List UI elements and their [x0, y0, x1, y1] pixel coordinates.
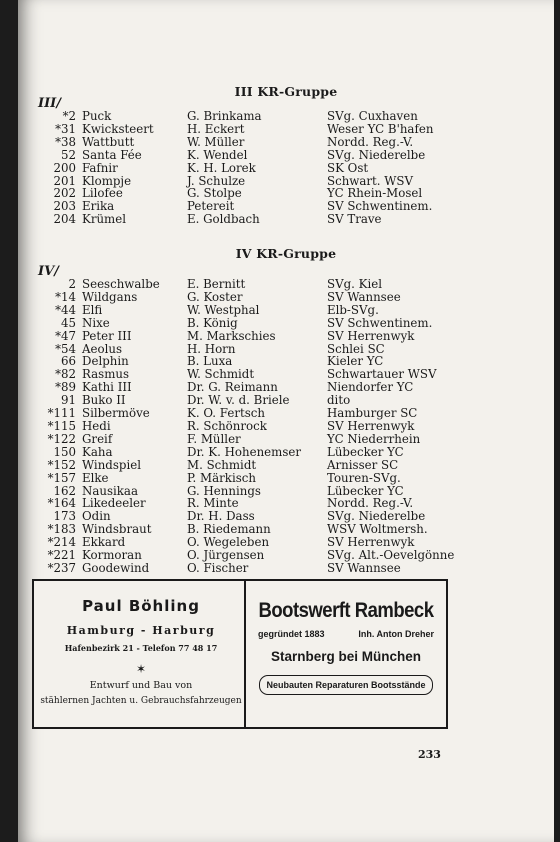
owner-name: G. Brinkama [187, 109, 262, 123]
owner-name: E. Bernitt [187, 277, 246, 291]
club-name: Lübecker YC [327, 483, 404, 498]
boat-name: Likedeeler [82, 496, 146, 511]
boat-name: Elke [82, 470, 109, 485]
boat-number: 91 [60, 393, 76, 408]
boat-name: Delphin [82, 354, 129, 369]
owner-name: Dr. G. Reimann [187, 380, 278, 395]
boat-number: *221 [47, 548, 76, 563]
owner-name: G. Koster [187, 289, 243, 304]
boat-name: Santa Fée [82, 147, 142, 162]
owner-name: R. Schönrock [187, 418, 267, 433]
page-number: 233 [418, 748, 441, 761]
ad-boehling-desc-line1: Entwurf und Bau von [89, 680, 193, 691]
boat-number: 66 [60, 354, 76, 369]
boat-name: Goodewind [82, 560, 150, 575]
boat-number: *152 [47, 457, 76, 472]
boat-number: *44 [55, 302, 76, 317]
owner-name: H. Eckert [187, 121, 245, 136]
club-name: YC Rhein-Mosel [327, 186, 423, 201]
boat-name: Erika [82, 199, 115, 214]
owner-name: B. König [187, 315, 238, 330]
table-row [32, 472, 477, 485]
group-label-iii: III/ [38, 96, 61, 111]
owner-name: Dr. H. Dass [187, 509, 255, 524]
boat-number: *54 [55, 341, 76, 356]
boat-number: 173 [53, 509, 76, 524]
boat-name: Odin [82, 509, 111, 524]
table-row [32, 562, 477, 575]
owner-name: W. Westphal [187, 302, 260, 317]
table-row [32, 420, 477, 433]
owner-name: H. Horn [187, 341, 236, 356]
club-name: Elb-SVg. [327, 302, 379, 317]
roster-table-iii [32, 110, 477, 226]
owner-name: O. Fischer [187, 560, 249, 575]
boat-number: 45 [60, 315, 76, 330]
club-name: Touren-SVg. [327, 470, 401, 485]
boat-name: Nausikaa [82, 483, 138, 498]
club-name: Schwart. WSV [327, 173, 414, 188]
boat-name: Greif [82, 431, 113, 446]
boat-number: *47 [55, 328, 76, 343]
boat-name: Seeschwalbe [82, 277, 160, 291]
group-label-iv: IV/ [38, 264, 59, 279]
boat-name: Peter III [82, 328, 132, 343]
club-name: SV Schwentinem. [327, 315, 433, 330]
table-row [32, 549, 477, 562]
boat-name: Kwicksteert [82, 121, 154, 136]
boat-name: Buko II [82, 393, 126, 408]
ad-boehling-city: Hamburg - Harburg [66, 624, 216, 637]
boat-name: Hedi [82, 418, 111, 433]
club-name: SV Herrenwyk [327, 328, 415, 343]
ad-boehling-address: Hafenbezirk 21 - Telefon 77 48 17 [64, 643, 218, 653]
ad-rambeck-brand: Bootswerft Rambeck [258, 597, 434, 622]
owner-name: P. Märkisch [187, 470, 256, 485]
club-name: Niendorfer YC [327, 380, 414, 395]
boat-number: *111 [47, 406, 76, 421]
star-icon: ✶ [135, 662, 147, 676]
owner-name: B. Luxa [187, 354, 233, 369]
owner-name: M. Schmidt [187, 457, 257, 472]
boat-name: Krümel [82, 212, 126, 227]
owner-name: F. Müller [187, 431, 241, 446]
boat-number: *14 [55, 289, 76, 304]
boat-name: Puck [82, 109, 112, 123]
ad-rambeck-founded: gegründet 1883 [258, 629, 325, 639]
table-row [32, 278, 477, 291]
table-row [32, 304, 477, 317]
boat-number: *237 [47, 560, 76, 575]
boat-name: Nixe [82, 315, 110, 330]
boat-name: Kathi III [82, 380, 132, 395]
boat-number: 204 [53, 212, 76, 227]
club-name: Nordd. Reg.-V. [327, 134, 414, 149]
club-name: SVg. Niederelbe [327, 509, 426, 524]
boat-number: *122 [47, 431, 76, 446]
owner-name: Dr. W. v. d. Briele [187, 393, 290, 408]
club-name: YC Niederrhein [327, 431, 421, 446]
boat-name: Rasmus [82, 367, 130, 382]
club-name: SVg. Alt.-Oevelgönne [327, 548, 455, 563]
table-row [32, 110, 477, 123]
club-name: Lübecker YC [327, 444, 404, 459]
owner-name: M. Markschies [187, 328, 276, 343]
owner-name: K. Wendel [187, 147, 248, 162]
document-page [18, 0, 554, 842]
boat-number: *183 [47, 522, 76, 537]
owner-name: E. Goldbach [187, 212, 260, 227]
club-name: Kieler YC [327, 354, 384, 369]
club-name: Arnisser SC [327, 457, 399, 472]
owner-name: B. Riedemann [187, 522, 271, 537]
boat-name: Ekkard [82, 535, 126, 550]
boat-number: 201 [53, 173, 76, 188]
ad-rambeck-founded-row [246, 629, 446, 639]
club-name: SV Wannsee [327, 560, 401, 575]
boat-number: *157 [47, 470, 76, 485]
boat-number: *31 [55, 121, 76, 136]
club-name: SV Trave [327, 212, 382, 227]
owner-name: G. Hennings [187, 483, 261, 498]
boat-name: Wildgans [82, 289, 138, 304]
ad-rambeck-location: Starnberg bei München [270, 649, 422, 664]
club-name: SVg. Kiel [327, 277, 382, 291]
ad-rambeck-owner: Inh. Anton Dreher [358, 629, 434, 639]
boat-name: Windsbraut [82, 522, 152, 537]
owner-name: G. Stolpe [187, 186, 242, 201]
ad-boehling-desc-line2: stählernen Jachten u. Gebrauchsfahrzeugen [40, 696, 242, 706]
ad-rambeck [244, 579, 448, 729]
boat-name: Silbermöve [82, 406, 150, 421]
boat-number: 162 [53, 483, 76, 498]
boat-number: *214 [47, 535, 76, 550]
table-row [32, 123, 477, 136]
boat-number: *82 [55, 367, 76, 382]
table-row [32, 459, 477, 472]
club-name: SV Wannsee [327, 289, 401, 304]
ad-boehling [32, 579, 250, 729]
club-name: SV Schwentinem. [327, 199, 433, 214]
club-name: SVg. Niederelbe [327, 147, 426, 162]
boat-number: 202 [53, 186, 76, 201]
group-heading-iv: IV KR-Gruppe [235, 246, 337, 261]
owner-name: Dr. K. Hohenemser [187, 444, 302, 459]
ad-boehling-brand: Paul Böhling [82, 597, 200, 615]
owner-name: O. Jürgensen [187, 548, 265, 563]
boat-number: 203 [53, 199, 76, 214]
table-row [32, 136, 477, 149]
owner-name: W. Schmidt [187, 367, 255, 382]
boat-name: Elfi [82, 302, 103, 317]
owner-name: W. Müller [187, 134, 245, 149]
owner-name: K. H. Lorek [187, 160, 256, 175]
boat-number: *2 [62, 109, 76, 123]
boat-name: Fafnir [82, 160, 118, 175]
club-name: Weser YC B'hafen [327, 121, 434, 136]
boat-number: *89 [55, 380, 76, 395]
table-row [32, 317, 477, 330]
boat-name: Windspiel [82, 457, 141, 472]
boat-name: Kormoran [82, 548, 142, 563]
club-name: SVg. Cuxhaven [327, 109, 418, 123]
boat-name: Aeolus [82, 341, 123, 356]
boat-number: *164 [47, 496, 76, 511]
boat-number: *38 [55, 134, 76, 149]
owner-name: Petereit [187, 199, 235, 214]
roster-body-iii [32, 110, 477, 226]
boat-name: Lilofee [82, 186, 123, 201]
club-name: Nordd. Reg.-V. [327, 496, 414, 511]
boat-name: Kaha [82, 444, 113, 459]
boat-name: Klompje [82, 173, 132, 188]
table-row [32, 213, 477, 226]
table-row [32, 446, 477, 459]
owner-name: R. Minte [187, 496, 239, 511]
boat-number: 2 [68, 277, 76, 291]
boat-number: 150 [53, 444, 76, 459]
owner-name: O. Wegeleben [187, 535, 270, 550]
group-heading-iii: III KR-Gruppe [234, 84, 338, 99]
club-name: SV Herrenwyk [327, 535, 415, 550]
club-name: dito [327, 393, 351, 408]
ad-rambeck-services: Neubauten Reparaturen Bootsstände [259, 675, 433, 695]
club-name: Schwartauer WSV [327, 367, 437, 382]
club-name: WSV Woltmersh. [327, 522, 428, 537]
table-row [32, 330, 477, 343]
owner-name: K. O. Fertsch [187, 406, 265, 421]
table-row [32, 291, 477, 304]
club-name: Schlei SC [327, 341, 385, 356]
boat-name: Wattbutt [82, 134, 135, 149]
boat-number: 200 [53, 160, 76, 175]
table-row [32, 162, 477, 175]
boat-number: 52 [60, 147, 76, 162]
club-name: SK Ost [327, 160, 369, 175]
table-row [32, 149, 477, 162]
table-row [32, 433, 477, 446]
club-name: Hamburger SC [327, 406, 418, 421]
roster-table-iv [32, 278, 477, 575]
owner-name: J. Schulze [187, 173, 246, 188]
club-name: SV Herrenwyk [327, 418, 415, 433]
roster-body-iv [32, 278, 477, 575]
boat-number: *115 [47, 418, 76, 433]
